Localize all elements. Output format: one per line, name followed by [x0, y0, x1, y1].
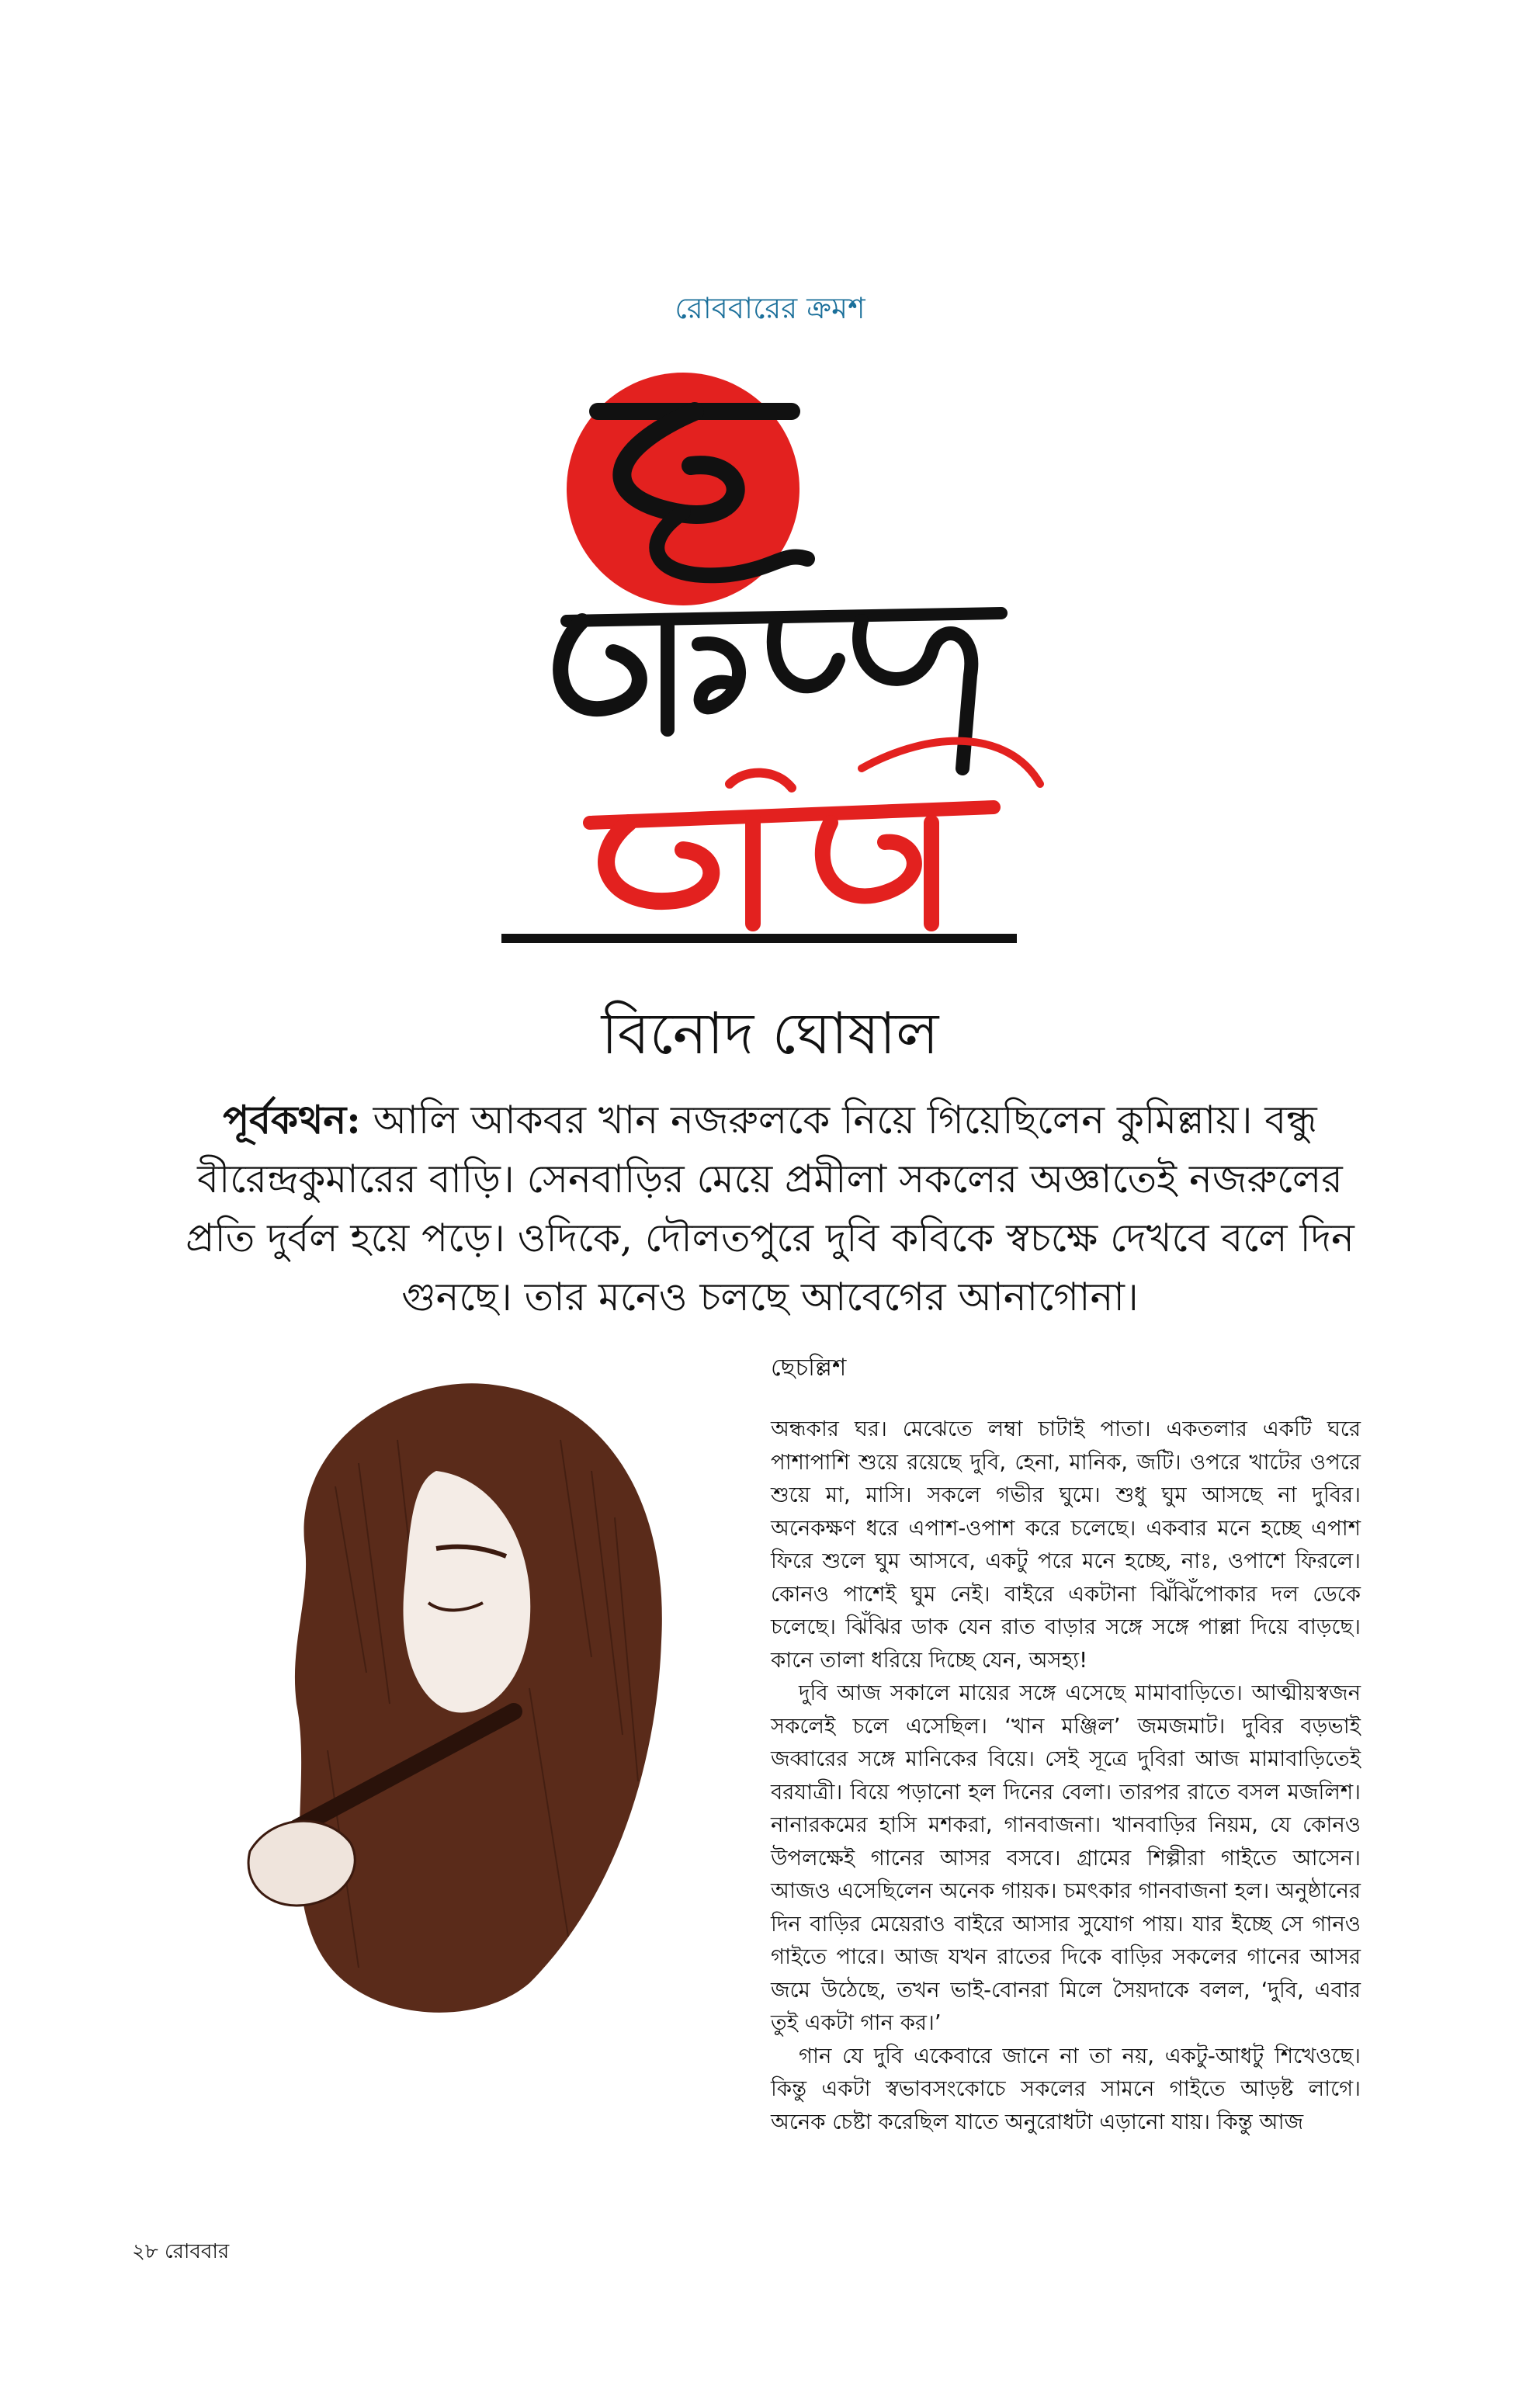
- summary-text: আলি আকবর খান নজরুলকে নিয়ে গিয়েছিলেন কুমিল্লায়। বন্ধু বীরেন্দ্রকুমারের বাড়ি। সেনবাড়ির মেয়ে প্রমীলা সকলের অজ্ঞাতেই নজরুলের প্রতি দুর্বল হয়ে পড়ে। ওদিকে, দৌলতপুরে দুবি কবিকে স্বচক্ষে দেখবে বলে দিন গুনছে। তার মনেও চলছে আবেগের আনাগোনা।: [186, 1098, 1354, 1320]
- summary-lead: পূর্বকথন:: [223, 1097, 361, 1143]
- paragraph: গান যে দুবি একেবারে জানে না তা নয়, একটু-আধটু শিখেওছে। কিন্তু একটা স্বভাবসংকোচে সকলের সামনে গাইতে আড়ষ্ট লাগে। অনেক চেষ্টা করেছিল যাতে অনুরোধটা এড়ানো যায়। কিন্তু আজ: [771, 2043, 1361, 2135]
- page-folio: ২৮ রোববার: [132, 2240, 230, 2263]
- paragraph: অন্ধকার ঘর। মেঝেতে লম্বা চাটাই পাতা। একতলার একটি ঘরে পাশাপাশি শুয়ে রয়েছে দুবি, হেনা, মানিক, জটি। ওপরে খাটের ওপরে শুয়ে মা, মাসি। সকলে গভীর ঘুমে। শুধু ঘুম আসছে না দুবির। অনেকক্ষণ ধরে এপাশ-ওপাশ করে চলেছে। একবার মনে হচ্ছে এপাশ ফিরে শুলে ঘুম আসবে, একটু পরে মনে হচ্ছে, নাঃ, ওপাশে ফিরলে। কোনও পাশেই ঘুম নেই। বাইরে একটানা ঝিঁঝিঁপোকার দল ডেকে চলেছে। ঝিঁঝির ডাক যেন রাত বাড়ার সঙ্গে সঙ্গে পাল্লা দিয়ে বাড়ছে। কানে তালা ধরিয়ে দিচ্ছে যেন, অসহ্য!: [771, 1417, 1361, 1673]
- story-summary: [171, 1091, 1369, 1327]
- title-logo: [497, 365, 1056, 955]
- logo-red-strokes: [590, 741, 1040, 924]
- chapter-heading: ছেচল্লিশ: [771, 1354, 847, 1382]
- paragraph: দুবি আজ সকালে মায়ের সঙ্গে এসেছে মামাবাড়িতে। আত্মীয়স্বজন সকলেই চলে এসেছিল। ‘খান মঞ্জিল’ জমজমাট। দুবির বড়ভাই জব্বারের সঙ্গে মানিকের বিয়ে। সেই সূত্রে দুবিরা আজ মামাবাড়িতেই বরযাত্রী। বিয়ে পড়ানো হল দিনের বেলা। তারপর রাতে বসল মজলিশ। নানারকমের হাসি মশকরা, গানবাজনা। খানবাড়ির নিয়ম, যে কোনও উপলক্ষেই গানের আসর বসবে। গ্রামের শিল্পীরা গাইতে আসেন। আজও এসেছিলেন অনেক গায়ক। চমৎকার গানবাজনা হল। অনুষ্ঠানের দিন বাড়ির মেয়েরাও বাইরে আসার সুযোগ পায়। যার ইচ্ছে সে গানও গাইতে পারে। আজ যখন রাতের দিকে বাড়ির সকলের গানের আসর জমে উঠেছে, তখন ভাই-বোনরা মিলে সৈয়দাকে বলল, ‘দুবি, এবার তুই একটা গান কর।’: [771, 1680, 1361, 2035]
- title-rule: [501, 934, 1017, 943]
- article-body: [771, 1413, 1361, 2138]
- author-name: বিনোদ ঘোষাল: [601, 1001, 939, 1067]
- section-label: রোববারের ক্রমশ: [675, 291, 865, 325]
- flute-player-illustration: [203, 1347, 700, 2034]
